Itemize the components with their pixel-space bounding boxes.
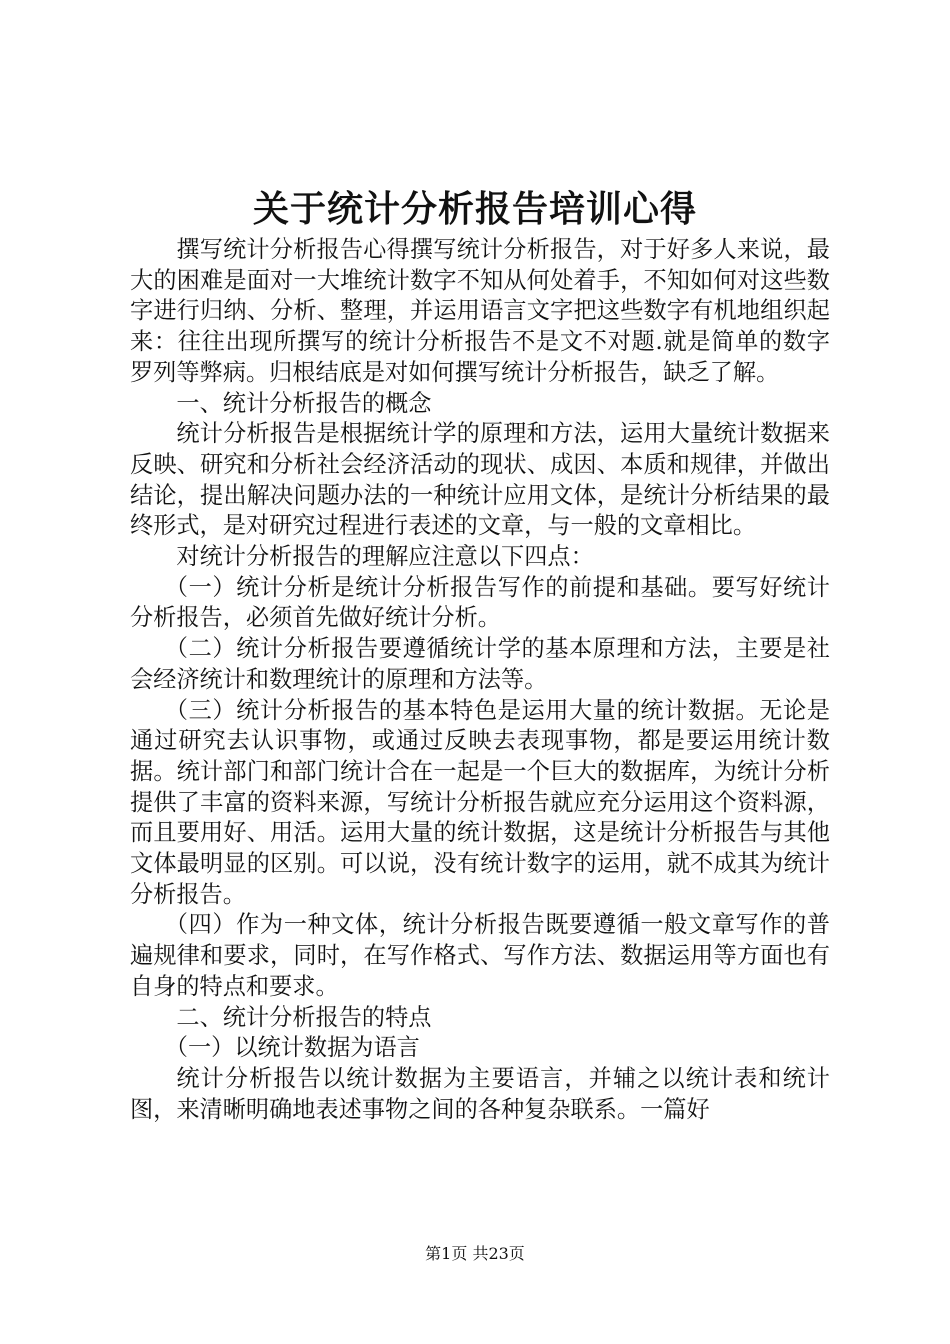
section-heading-features: 二、统计分析报告的特点 [176,1003,432,1031]
point-three-paragraph: （三）统计分析报告的基本特色是运用大量的统计数据。无论是通过研究去认识事物，或通过反映去表现事物，都是要运用统计数据。统计部门和部门统计合在一起是一个巨大的数据库，为统计分析提供了丰富的资料来源，写统计分析报告就应充分运用这个资料源，而且要用好、用活。运用大量的统计数据，这是统计分析报告与其他文体最明显的区别。可以说，没有统计数字的运用，就不成其为统计分析报告。 [130,696,830,908]
understanding-intro: 对统计分析报告的理解应注意以下四点： [176,543,594,571]
page-number-footer: 第1页 共23页 [425,1244,525,1263]
point-four-paragraph: （四）作为一种文体，统计分析报告既要遵循一般文章写作的普遍规律和要求，同时，在写作格式、写作方法、数据运用等方面也有自身的特点和要求。 [130,911,830,1000]
concept-paragraph: 统计分析报告是根据统计学的原理和方法，运用大量统计数据来反映、研究和分析社会经济活动的现状、成因、本质和规律，并做出结论，提出解决问题办法的一种统计应用文体，是统计分析结果的最终形式，是对研究过程进行表述的文章，与一般的文章相比。 [130,420,830,540]
section-heading-concept: 一、统计分析报告的概念 [176,389,432,417]
point-two-paragraph: （二）统计分析报告要遵循统计学的基本原理和方法，主要是社会经济统计和数理统计的原理和方法等。 [130,635,830,693]
intro-paragraph: 撰写统计分析报告心得撰写统计分析报告，对于好多人来说，最大的困难是面对一大堆统计数字不知从何处着手，不知如何对这些数字进行归纳、分析、整理，并运用语言文字把这些数字有机地组织起来：往往出现所撰写的统计分析报告不是文不对题.就是简单的数字罗列等弊病。归根结底是对如何撰写统计分析报告，缺乏了解。 [130,236,830,386]
document-title: 关于统计分析报告培训心得 [252,188,697,230]
point-one-paragraph: （一）统计分析是统计分析报告写作的前提和基础。要写好统计分析报告，必须首先做好统计分析。 [130,573,830,632]
document-body [130,235,830,1125]
subheading-statistical-language: （一）以统计数据为语言 [164,1034,420,1062]
features-paragraph: 统计分析报告以统计数据为主要语言，并辅之以统计表和统计图，来清晰明确地表述事物之间的各种复杂联系。一篇好 [130,1064,830,1123]
